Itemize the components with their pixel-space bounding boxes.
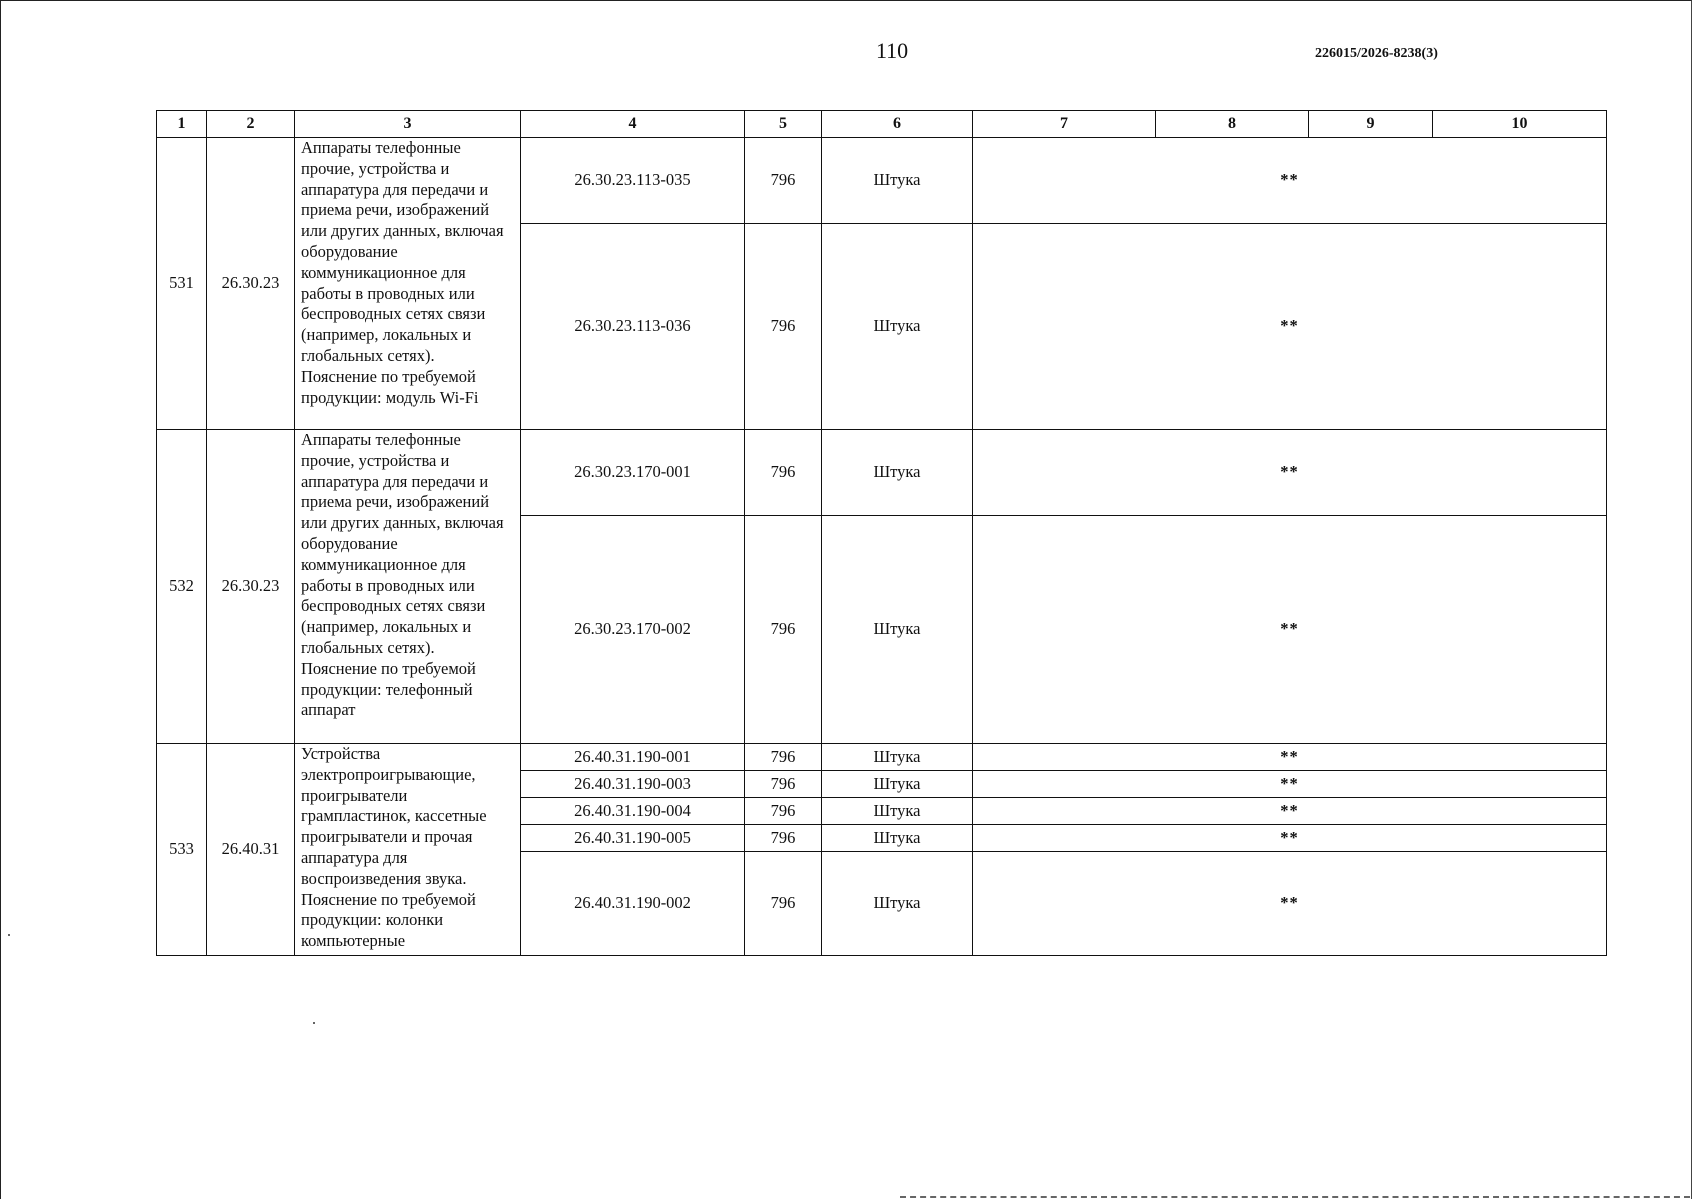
okei-code: 796 bbox=[745, 771, 822, 798]
document-id: 226015/2026-8238(3) bbox=[1315, 46, 1438, 61]
ktru-code: 26.40.31.190-004 bbox=[521, 798, 745, 825]
scan-edge bbox=[900, 1196, 1690, 1200]
unit-name: Штука bbox=[822, 825, 973, 852]
ktru-code: 26.30.23.113-036 bbox=[521, 224, 745, 430]
row-number: 532 bbox=[157, 430, 207, 744]
okei-code: 796 bbox=[745, 138, 822, 224]
unit-name: Штука bbox=[822, 771, 973, 798]
ktru-code: 26.30.23.113-035 bbox=[521, 138, 745, 224]
unit-name: Штука bbox=[822, 430, 973, 516]
requirements-cell: ** bbox=[973, 852, 1607, 956]
column-header: 9 bbox=[1309, 111, 1433, 138]
unit-name: Штука bbox=[822, 138, 973, 224]
okpd-code: 26.30.23 bbox=[207, 430, 295, 744]
header-row bbox=[157, 111, 1607, 138]
okei-code: 796 bbox=[745, 744, 822, 771]
table-row bbox=[157, 744, 1607, 771]
column-header: 2 bbox=[207, 111, 295, 138]
column-header: 3 bbox=[295, 111, 521, 138]
okei-code: 796 bbox=[745, 852, 822, 956]
okei-code: 796 bbox=[745, 798, 822, 825]
ktru-code: 26.40.31.190-003 bbox=[521, 771, 745, 798]
requirements-cell: ** bbox=[973, 825, 1607, 852]
page-number: 110 bbox=[876, 38, 909, 63]
ktru-code: 26.40.31.190-005 bbox=[521, 825, 745, 852]
ktru-code: 26.40.31.190-002 bbox=[521, 852, 745, 956]
requirements-cell: ** bbox=[973, 138, 1607, 224]
requirements-cell: ** bbox=[973, 798, 1607, 825]
table-row bbox=[157, 430, 1607, 516]
column-header: 6 bbox=[822, 111, 973, 138]
requirements-cell: ** bbox=[973, 744, 1607, 771]
column-header: 10 bbox=[1433, 111, 1607, 138]
unit-name: Штука bbox=[822, 744, 973, 771]
okei-code: 796 bbox=[745, 430, 822, 516]
okei-code: 796 bbox=[745, 516, 822, 744]
product-description: Аппараты телефонные прочие, устройства и аппаратура для передачи и приема речи, изображений или других данных, включая оборудование коммуникационное для работы в проводных или беспроводных сетях связи (например, локальных и глобальных сетях). Пояснение по требуемой продукции: телефонный аппарат bbox=[295, 430, 521, 744]
column-header: 5 bbox=[745, 111, 822, 138]
ktru-code: 26.30.23.170-001 bbox=[521, 430, 745, 516]
product-description: Устройства электропроигрывающие, проигрыватели грампластинок, кассетные проигрыватели и прочая аппаратура для воспроизведения звука. Пояснение по требуемой продукции: колонки компьютерные bbox=[295, 744, 521, 956]
unit-name: Штука bbox=[822, 516, 973, 744]
row-number: 531 bbox=[157, 138, 207, 430]
table-row bbox=[157, 138, 1607, 224]
product-description: Аппараты телефонные прочие, устройства и аппаратура для передачи и приема речи, изображений или других данных, включая оборудование коммуникационное для работы в проводных или беспроводных сетях связи (например, локальных и глобальных сетях). Пояснение по требуемой продукции: модуль Wi-Fi bbox=[295, 138, 521, 430]
row-number: 533 bbox=[157, 744, 207, 956]
column-header: 7 bbox=[973, 111, 1156, 138]
column-header: 1 bbox=[157, 111, 207, 138]
column-header: 4 bbox=[521, 111, 745, 138]
registry-table bbox=[156, 110, 1607, 956]
unit-name: Штука bbox=[822, 852, 973, 956]
requirements-cell: ** bbox=[973, 516, 1607, 744]
ktru-code: 26.30.23.170-002 bbox=[521, 516, 745, 744]
requirements-cell: ** bbox=[973, 771, 1607, 798]
unit-name: Штука bbox=[822, 798, 973, 825]
okei-code: 796 bbox=[745, 224, 822, 430]
requirements-cell: ** bbox=[973, 430, 1607, 516]
okei-code: 796 bbox=[745, 825, 822, 852]
ktru-code: 26.40.31.190-001 bbox=[521, 744, 745, 771]
column-header: 8 bbox=[1156, 111, 1309, 138]
okpd-code: 26.30.23 bbox=[207, 138, 295, 430]
okpd-code: 26.40.31 bbox=[207, 744, 295, 956]
scan-speck bbox=[313, 1022, 315, 1024]
scan-speck bbox=[8, 934, 10, 936]
requirements-cell: ** bbox=[973, 224, 1607, 430]
unit-name: Штука bbox=[822, 224, 973, 430]
